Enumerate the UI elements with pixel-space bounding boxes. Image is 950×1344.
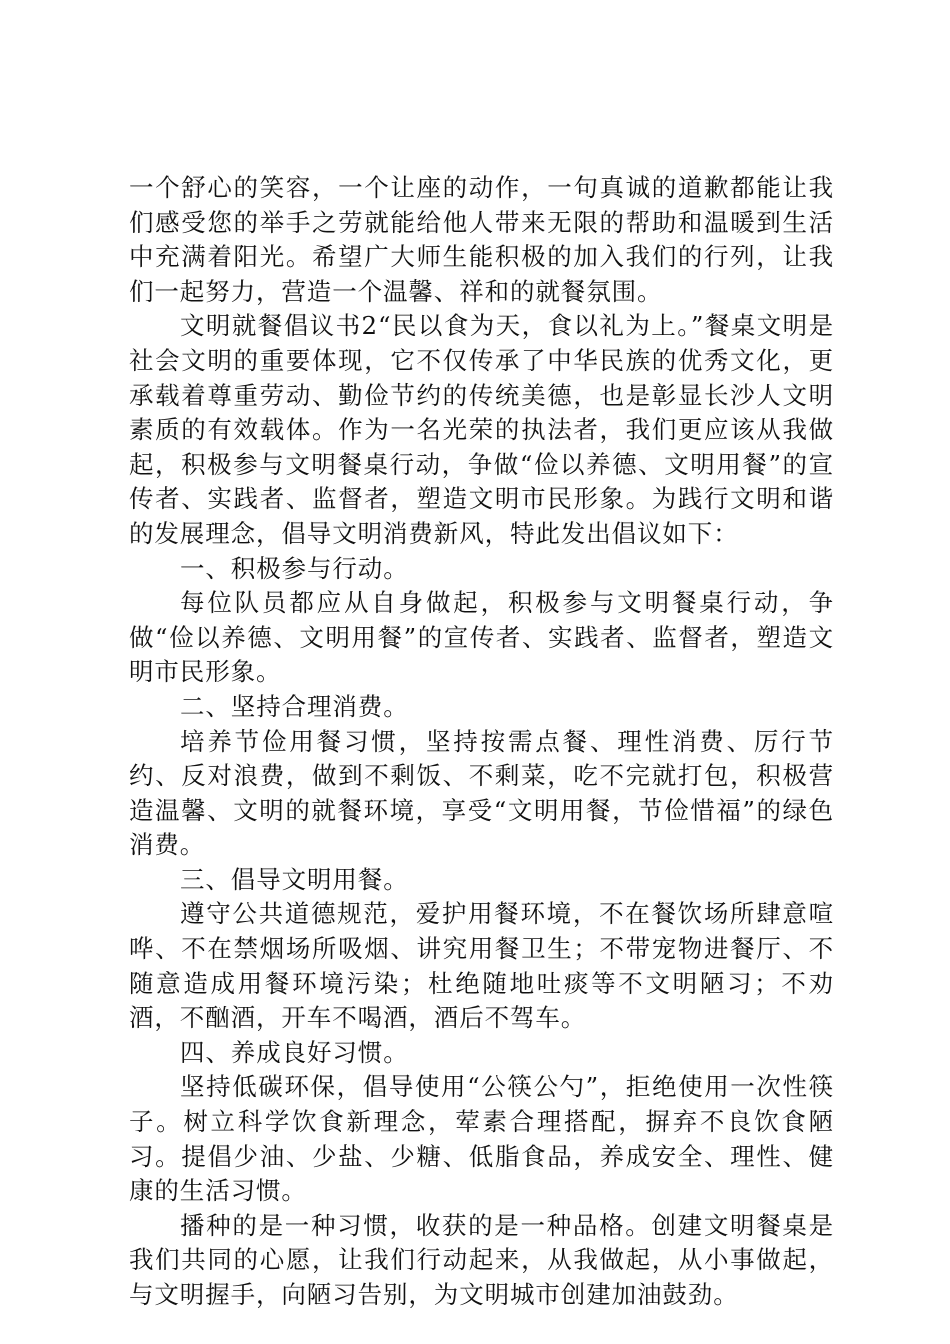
section-heading-4: 四、养成良好习惯。: [180, 1037, 409, 1067]
section-heading-3: 三、倡导文明用餐。: [180, 864, 409, 894]
section-body-2: 培养节俭用餐习惯，坚持按需点餐、理性消费、厉行节约、反对浪费，做到不剩饭、不剩菜，吃不完就打包，积极营造温馨、文明的就餐环境，享受“文明用餐，节俭惜福”的绿色消费。: [129, 726, 834, 860]
section-heading-2: 二、坚持合理消费。: [180, 691, 409, 721]
section-body-4: 坚持低碳环保，倡导使用“公筷公勺”，拒绝使用一次性筷子。树立科学饮食新理念，荤素合理搭配，摒弃不良饮食陋习。提倡少油、少盐、少糖、低脂食品，养成安全、理性、健康的生活习惯。: [129, 1072, 834, 1206]
section-heading-1: 一、积极参与行动。: [180, 553, 409, 583]
section-body-1: 每位队员都应从自身做起，积极参与文明餐桌行动，争做“俭以养德、文明用餐”的宣传者、实践者、监督者，塑造文明市民形象。: [129, 588, 834, 687]
section-body-3: 遵守公共道德规范，爱护用餐环境，不在餐饮场所肆意喧哗、不在禁烟场所吸烟、讲究用餐卫生；不带宠物进餐厅、不随意造成用餐环境污染；杜绝随地吐痰等不文明陋习；不劝酒，不酗酒，开车不喝酒，酒后不驾车。: [129, 899, 834, 1033]
document-body: [129, 171, 834, 1313]
paragraph-proposal-2: 文明就餐倡议书2“民以食为天，食以礼为上。”餐桌文明是社会文明的重要体现，它不仅传承了中华民族的优秀文化，更承载着尊重劳动、勤俭节约的传统美德，也是彰显长沙人文明素质的有效载体。作为一名光荣的执法者，我们更应该从我做起，积极参与文明餐桌行动，争做“俭以养德、文明用餐”的宣传者、实践者、监督者，塑造文明市民形象。为践行文明和谐的发展理念，倡导文明消费新风，特此发出倡议如下：: [129, 311, 834, 548]
closing-paragraph: 播种的是一种习惯，收获的是一种品格。创建文明餐桌是我们共同的心愿，让我们行动起来，从我做起，从小事做起，与文明握手，向陋习告别，为文明城市创建加油鼓劲。: [129, 1210, 834, 1309]
paragraph-intro: 一个舒心的笑容，一个让座的动作，一句真诚的道歉都能让我们感受您的举手之劳就能给他人带来无限的帮助和温暖到生活中充满着阳光。希望广大师生能积极的加入我们的行列，让我们一起努力，营造一个温馨、祥和的就餐氛围。: [129, 173, 834, 306]
